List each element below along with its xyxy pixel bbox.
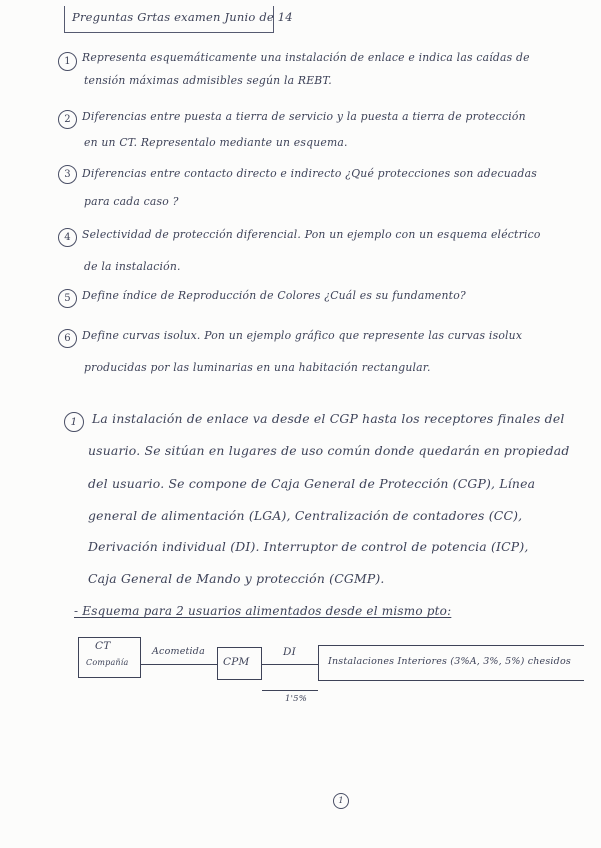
ct-label: CT <box>95 640 111 652</box>
question-number: 2 <box>58 110 77 129</box>
acometida-label: Acometida <box>152 646 205 657</box>
di-line <box>262 664 318 665</box>
question-text-line: Selectividad de protección diferencial. Pon un ejemplo con un esquema eléctrico <box>82 228 541 241</box>
di-label: DI <box>283 646 296 658</box>
question-text-line: Diferencias entre puesta a tierra de servicio y la puesta a tierra de protección <box>82 110 526 123</box>
page-number: 1 <box>333 793 349 809</box>
answer-line: general de alimentación (LGA), Centralización de contadores (CC), <box>88 508 523 523</box>
answer-line: La instalación de enlace va desde el CGP hasta los receptores finales del <box>92 411 565 426</box>
ct-sublabel: Compañía <box>86 658 129 667</box>
scheme-title: - Esquema para 2 usuarios alimentados desde el mismo pto: <box>74 604 452 618</box>
answer-line: usuario. Se sitúan en lugares de uso común donde quedarán en propiedad <box>88 443 570 458</box>
question-text-line: de la instalación. <box>84 260 181 273</box>
question-text-line: en un CT. Representalo mediante un esquema. <box>84 136 348 149</box>
acometida-line <box>141 664 217 665</box>
answer-line: Caja General de Mando y protección (CGMP). <box>88 571 385 586</box>
question-number: 6 <box>58 329 77 348</box>
question-text-line: para cada caso ? <box>84 195 179 208</box>
answer-number: 1 <box>64 412 84 432</box>
question-text-line: producidas por las luminarias en una habitación rectangular. <box>84 361 431 374</box>
interior-label: Instalaciones Interiores (3%A, 3%, 5%) chesidos <box>328 656 571 667</box>
question-text-line: Representa esquemáticamente una instalación de enlace e indica las caídas de <box>82 51 530 64</box>
cpm-label: CPM <box>223 656 250 668</box>
question-number: 3 <box>58 165 77 184</box>
question-number: 4 <box>58 228 77 247</box>
page-title: Preguntas Grtas examen Junio de 14 <box>72 10 293 24</box>
question-text-line: Define curvas isolux. Pon un ejemplo gráfico que represente las curvas isolux <box>82 329 523 342</box>
answer-line: del usuario. Se compone de Caja General de Protección (CGP), Línea <box>88 476 536 491</box>
question-text-line: tensión máximas admisibles según la REBT. <box>84 74 332 87</box>
question-number: 5 <box>58 289 77 308</box>
drop-label: 1'5% <box>285 694 308 704</box>
question-text-line: Define índice de Reproducción de Colores ¿Cuál es su fundamento? <box>82 289 466 302</box>
question-number: 1 <box>58 52 77 71</box>
answer-line: Derivación individual (DI). Interruptor de control de potencia (ICP), <box>88 539 529 554</box>
drop-bracket <box>262 690 318 691</box>
question-text-line: Diferencias entre contacto directo e indirecto ¿Qué protecciones son adecuadas <box>82 167 538 180</box>
